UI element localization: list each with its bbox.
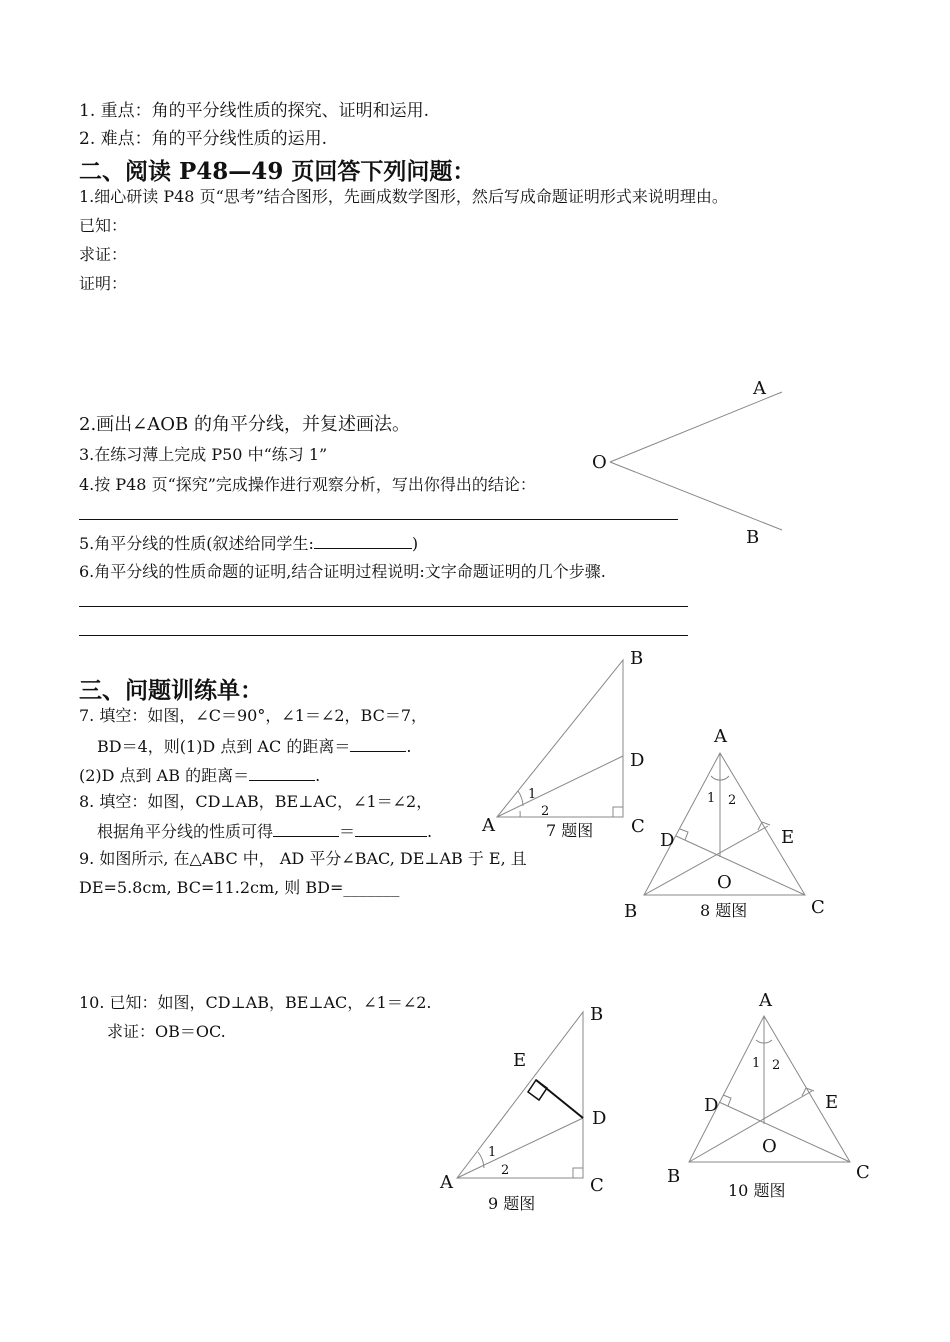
triangle-abc (457, 1012, 583, 1178)
figure-7 (481, 648, 645, 840)
angle-mark-1 (518, 791, 523, 806)
label-c: C (631, 816, 645, 837)
right-angle-c (573, 1168, 583, 1178)
section3-heading: 三、问题训练单： (79, 677, 263, 704)
caption: 9 题图 (488, 1194, 536, 1213)
label-a: A (482, 815, 495, 836)
question-1: 1.细心研读 P48 页“思考”结合图形，先画成数学图形，然后写成命题证明形式来说明理由。 (79, 187, 728, 206)
question-7-text: BD＝4，则(1)D 点到 AC 的距离＝ (97, 737, 351, 756)
label-o: O (717, 872, 732, 893)
segment-ad (457, 1118, 583, 1178)
label-angle-2: 2 (541, 804, 550, 819)
question-10-line2: 求证：OB＝OC. (107, 1022, 226, 1041)
ray-ob (610, 462, 782, 530)
question-7-line1: 7. 填空：如图，∠C＝90°，∠1＝∠2，BC＝7， (79, 706, 428, 725)
label-b: B (590, 1004, 604, 1025)
label-e: E (781, 827, 795, 848)
angle-aob-figure (592, 378, 782, 548)
label-d: D (660, 830, 675, 851)
ray-oa (610, 392, 782, 462)
label-d: D (704, 1095, 719, 1116)
caption: 7 题图 (546, 821, 594, 840)
label-a: A (714, 726, 727, 747)
key-point-line: 1. 重点：角的平分线性质的探究、证明和运用. (79, 101, 430, 121)
given-label: 已知： (79, 216, 128, 235)
label-o: O (762, 1136, 777, 1157)
label-angle-2: 2 (728, 793, 737, 808)
label-b: B (746, 527, 760, 548)
proof-label: 证明： (79, 274, 128, 293)
label-o: O (592, 452, 607, 473)
label-b: B (667, 1166, 681, 1187)
question-5-text: 5.角平分线的性质(叙述给同学生: (79, 534, 314, 553)
period: . (315, 766, 321, 785)
period: . (427, 822, 433, 841)
label-b: B (630, 648, 644, 669)
label-c: C (811, 897, 825, 918)
prove-label: 求证： (79, 245, 128, 264)
label-angle-2: 2 (772, 1058, 781, 1073)
label-d: D (630, 750, 645, 771)
question-3: 3.在练习薄上完成 P50 中“练习 1” (79, 445, 328, 464)
label-angle-2: 2 (501, 1163, 510, 1178)
question-9-line2: DE=5.8cm, BC=11.2cm, 则 BD=_______ (79, 878, 400, 897)
figure-10 (667, 990, 870, 1200)
triangle-abc (497, 660, 623, 817)
label-b: B (624, 901, 638, 922)
label-angle-1: 1 (528, 787, 537, 802)
period: . (406, 737, 412, 756)
label-d: D (592, 1108, 607, 1129)
question-8-text: 根据角平分线的性质可得 (97, 822, 274, 841)
label-e: E (825, 1092, 839, 1113)
label-e: E (513, 1050, 527, 1071)
right-angle-mark (613, 807, 623, 817)
question-10-line1: 10. 已知：如图，CD⊥AB，BE⊥AC，∠1＝∠2. (79, 993, 432, 1012)
label-angle-1: 1 (752, 1056, 761, 1071)
segment-ad (497, 756, 623, 817)
question-9-line1: 9. 如图所示, 在△ABC 中， AD 平分∠BAC, DE⊥AB 于 E, 且 (79, 849, 527, 868)
label-a: A (753, 378, 766, 399)
caption: 8 题图 (700, 901, 748, 920)
label-a: A (440, 1172, 453, 1193)
equals-sign: ＝ (339, 822, 356, 841)
right-angle-e (802, 1088, 814, 1096)
label-a: A (759, 990, 772, 1011)
difficulty-line: 2. 难点：角的平分线性质的运用. (79, 129, 328, 149)
section2-heading: 二、阅读 P48—49 页回答下列问题： (79, 158, 476, 185)
right-angle-e (528, 1080, 547, 1100)
question-2: 2.画出∠AOB 的角平分线，并复述画法。 (79, 414, 410, 435)
label-c: C (856, 1162, 870, 1183)
question-4: 4.按 P48 页“探究”完成操作进行观察分析，写出你得出的结论： (79, 475, 536, 494)
label-c: C (590, 1175, 604, 1196)
question-7-sub2: (2)D 点到 AB 的距离＝ (79, 766, 250, 785)
figure-8 (624, 726, 825, 922)
caption: 10 题图 (728, 1181, 786, 1200)
question-6: 6.角平分线的性质命题的证明,结合证明过程说明:文字命题证明的几个步骤. (79, 562, 606, 581)
label-angle-1: 1 (707, 791, 716, 806)
question-5-close: ) (411, 534, 419, 553)
figure-9 (439, 1004, 606, 1213)
label-angle-1: 1 (488, 1145, 497, 1160)
question-8-line1: 8. 填空：如图，CD⊥AB，BE⊥AC，∠1＝∠2， (79, 792, 433, 811)
